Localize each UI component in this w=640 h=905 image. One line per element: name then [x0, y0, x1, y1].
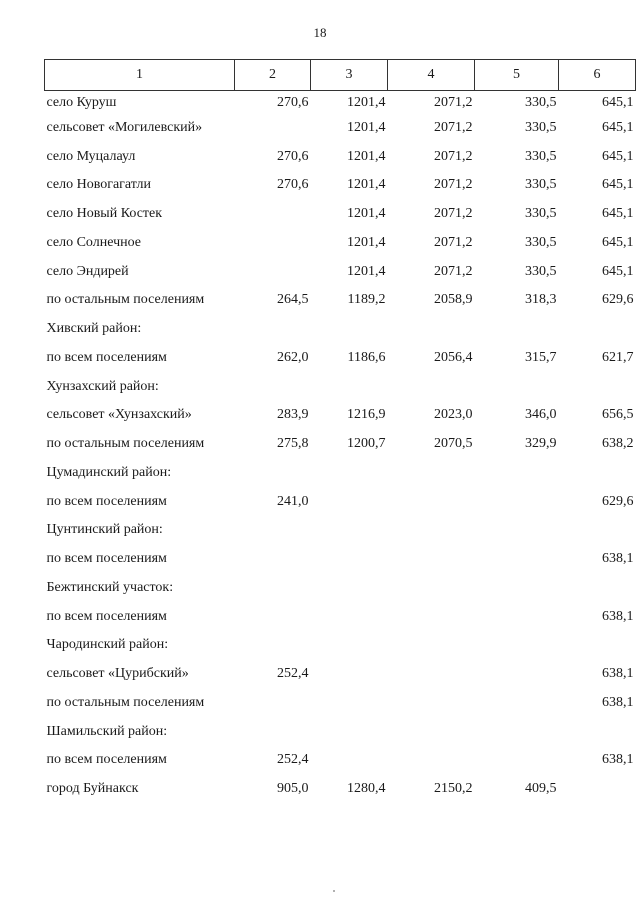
value-cell	[559, 580, 636, 609]
value-cell	[475, 695, 559, 724]
table-row	[45, 120, 636, 149]
value-cell	[235, 235, 311, 264]
value-cell: 270,6	[277, 177, 309, 193]
value-cell	[559, 781, 636, 810]
value-cell: 2071,2	[434, 148, 473, 164]
value-cell	[475, 666, 559, 695]
value-cell: 629,6	[602, 493, 634, 509]
value-cell: 252,4	[277, 666, 309, 681]
value-cell	[235, 609, 311, 638]
value-cell: 241,0	[277, 493, 309, 509]
value-cell	[235, 465, 311, 494]
row-label: село Новогагатли	[46, 177, 152, 193]
value-cell: 264,5	[277, 292, 309, 308]
value-cell	[235, 264, 311, 293]
value-cell	[235, 321, 311, 350]
value-cell: 645,1	[602, 95, 634, 110]
page-number: 18	[313, 25, 327, 40]
row-label: Хивский район:	[46, 321, 142, 336]
value-cell	[475, 752, 559, 781]
value-cell: 330,5	[525, 177, 557, 193]
table-row	[45, 609, 636, 638]
value-cell	[475, 580, 559, 609]
value-cell: 346,0	[525, 407, 557, 423]
table-row	[45, 91, 636, 120]
value-cell	[311, 379, 388, 408]
value-cell: 2071,2	[434, 95, 473, 110]
row-label: село Эндирей	[46, 263, 129, 279]
value-cell	[388, 522, 475, 551]
value-cell	[559, 724, 636, 753]
value-cell	[311, 609, 388, 638]
value-cell	[235, 551, 311, 580]
value-cell: 330,5	[525, 206, 557, 221]
column-header: 2	[235, 60, 311, 91]
value-cell	[388, 724, 475, 753]
table-row	[45, 177, 636, 206]
value-cell: 645,1	[602, 148, 634, 164]
value-cell	[235, 120, 311, 149]
value-cell	[388, 465, 475, 494]
table-body	[45, 91, 636, 810]
value-cell: 1201,4	[347, 148, 386, 164]
value-cell: 2071,2	[434, 119, 473, 135]
table-row	[45, 292, 636, 321]
value-cell: 2056,4	[434, 349, 473, 365]
value-cell: 2071,2	[434, 206, 473, 221]
value-cell	[475, 609, 559, 638]
row-label: по остальным поселениям	[46, 292, 205, 308]
value-cell	[388, 752, 475, 781]
table-row	[45, 551, 636, 580]
value-cell	[311, 580, 388, 609]
table-row	[45, 465, 636, 494]
value-cell	[311, 752, 388, 781]
value-cell	[235, 580, 311, 609]
value-cell: 1201,4	[347, 119, 386, 135]
value-cell: 629,6	[602, 292, 634, 308]
value-cell	[235, 522, 311, 551]
value-cell: 638,2	[602, 436, 634, 451]
value-cell: 2070,5	[434, 436, 473, 451]
value-cell	[475, 321, 559, 350]
value-cell	[388, 379, 475, 408]
column-header: 1	[45, 60, 235, 91]
row-label: Шамильский район:	[46, 723, 168, 739]
value-cell	[311, 666, 388, 695]
value-cell: 1200,7	[347, 436, 386, 451]
value-cell: 1201,4	[347, 95, 386, 110]
value-cell: 638,1	[602, 752, 634, 768]
value-cell	[559, 321, 636, 350]
value-cell: 621,7	[602, 349, 634, 365]
value-cell	[235, 695, 311, 724]
column-header: 3	[311, 60, 388, 91]
value-cell: 638,1	[602, 694, 634, 710]
table-header-row	[45, 60, 636, 91]
value-cell: 645,1	[602, 234, 634, 250]
row-label: город Буйнакск	[46, 781, 139, 796]
value-cell: 638,1	[602, 608, 634, 624]
value-cell: 2071,2	[434, 177, 473, 193]
row-label: по всем поселениям	[46, 608, 167, 624]
value-cell	[388, 321, 475, 350]
value-cell: 318,3	[525, 292, 557, 308]
value-cell	[311, 551, 388, 580]
value-cell	[559, 522, 636, 551]
value-cell: 252,4	[277, 752, 309, 768]
value-cell: 283,9	[277, 407, 309, 423]
row-label: Чародинский район:	[46, 637, 169, 653]
table-row	[45, 494, 636, 523]
tariff-table	[44, 59, 636, 810]
row-label: Цунтинский район:	[46, 522, 163, 538]
table-row	[45, 752, 636, 781]
value-cell: 1216,9	[347, 407, 386, 423]
scan-speck	[333, 890, 335, 892]
table-row	[45, 580, 636, 609]
value-cell	[235, 724, 311, 753]
value-cell: 1201,4	[347, 177, 386, 193]
value-cell	[475, 522, 559, 551]
table-row	[45, 637, 636, 666]
value-cell: 2058,9	[434, 292, 473, 308]
value-cell	[559, 379, 636, 408]
row-label: село Солнечное	[46, 234, 141, 250]
value-cell	[388, 551, 475, 580]
value-cell	[388, 637, 475, 666]
value-cell: 645,1	[602, 206, 634, 221]
value-cell: 2150,2	[434, 781, 473, 796]
value-cell	[475, 724, 559, 753]
table-row	[45, 522, 636, 551]
value-cell	[235, 206, 311, 235]
value-cell	[388, 609, 475, 638]
value-cell	[559, 465, 636, 494]
value-cell	[475, 637, 559, 666]
value-cell: 315,7	[525, 349, 557, 365]
row-label: сельсовет «Могилевский»	[46, 119, 203, 135]
value-cell: 270,6	[277, 95, 309, 110]
value-cell: 638,1	[602, 666, 634, 681]
table-row	[45, 235, 636, 264]
table-row	[45, 264, 636, 293]
table-row	[45, 379, 636, 408]
value-cell	[311, 695, 388, 724]
row-label: Хунзахский район:	[46, 378, 159, 394]
value-cell	[475, 379, 559, 408]
row-label: сельсовет «Цурибский»	[46, 666, 189, 681]
table-row	[45, 695, 636, 724]
value-cell	[388, 580, 475, 609]
value-cell: 2071,2	[434, 234, 473, 250]
value-cell	[388, 695, 475, 724]
value-cell	[311, 465, 388, 494]
value-cell: 905,0	[277, 781, 309, 796]
value-cell: 330,5	[525, 263, 557, 279]
table-row	[45, 350, 636, 379]
value-cell	[311, 494, 388, 523]
row-label: по всем поселениям	[46, 349, 167, 365]
value-cell: 275,8	[277, 436, 309, 451]
value-cell	[388, 666, 475, 695]
row-label: по всем поселениям	[46, 752, 167, 768]
table-row	[45, 407, 636, 436]
value-cell: 1189,2	[347, 292, 386, 308]
value-cell: 330,5	[525, 234, 557, 250]
value-cell	[475, 494, 559, 523]
value-cell	[388, 494, 475, 523]
value-cell: 645,1	[602, 177, 634, 193]
value-cell	[475, 465, 559, 494]
value-cell: 330,5	[525, 148, 557, 164]
column-header: 6	[559, 60, 636, 91]
value-cell: 409,5	[525, 781, 557, 796]
row-label: Бежтинский участок:	[46, 579, 174, 595]
value-cell: 1201,4	[347, 234, 386, 250]
value-cell: 262,0	[277, 349, 309, 365]
value-cell: 270,6	[277, 148, 309, 164]
value-cell	[559, 637, 636, 666]
row-label: село Новый Костек	[46, 206, 163, 221]
value-cell: 656,5	[602, 407, 634, 423]
table-row	[45, 206, 636, 235]
column-header: 4	[388, 60, 475, 91]
row-label: село Муцалаул	[46, 148, 136, 164]
value-cell	[311, 637, 388, 666]
value-cell: 2023,0	[434, 407, 473, 423]
table-row	[45, 781, 636, 810]
value-cell	[311, 724, 388, 753]
value-cell	[235, 637, 311, 666]
table-row	[45, 321, 636, 350]
table-row	[45, 436, 636, 465]
row-label: село Куруш	[46, 95, 117, 110]
row-label: по всем поселениям	[46, 551, 167, 566]
column-header: 5	[475, 60, 559, 91]
table-row	[45, 149, 636, 178]
table-row	[45, 724, 636, 753]
table-row	[45, 666, 636, 695]
row-label: сельсовет «Хунзахский»	[46, 407, 192, 423]
value-cell: 2071,2	[434, 263, 473, 279]
row-label: Цумадинский район:	[46, 464, 172, 480]
value-cell	[311, 321, 388, 350]
value-cell	[311, 522, 388, 551]
value-cell	[235, 379, 311, 408]
value-cell: 330,5	[525, 95, 557, 110]
value-cell: 329,9	[525, 436, 557, 451]
row-label: по остальным поселениям	[46, 436, 205, 451]
row-label: по остальным поселениям	[46, 694, 205, 710]
value-cell: 1280,4	[347, 781, 386, 796]
value-cell: 1201,4	[347, 263, 386, 279]
row-label: по всем поселениям	[46, 493, 167, 509]
value-cell: 330,5	[525, 119, 557, 135]
value-cell	[475, 551, 559, 580]
value-cell: 1186,6	[347, 349, 386, 365]
value-cell: 638,1	[602, 551, 634, 566]
value-cell: 1201,4	[347, 206, 386, 221]
value-cell: 645,1	[602, 263, 634, 279]
value-cell: 645,1	[602, 119, 634, 135]
